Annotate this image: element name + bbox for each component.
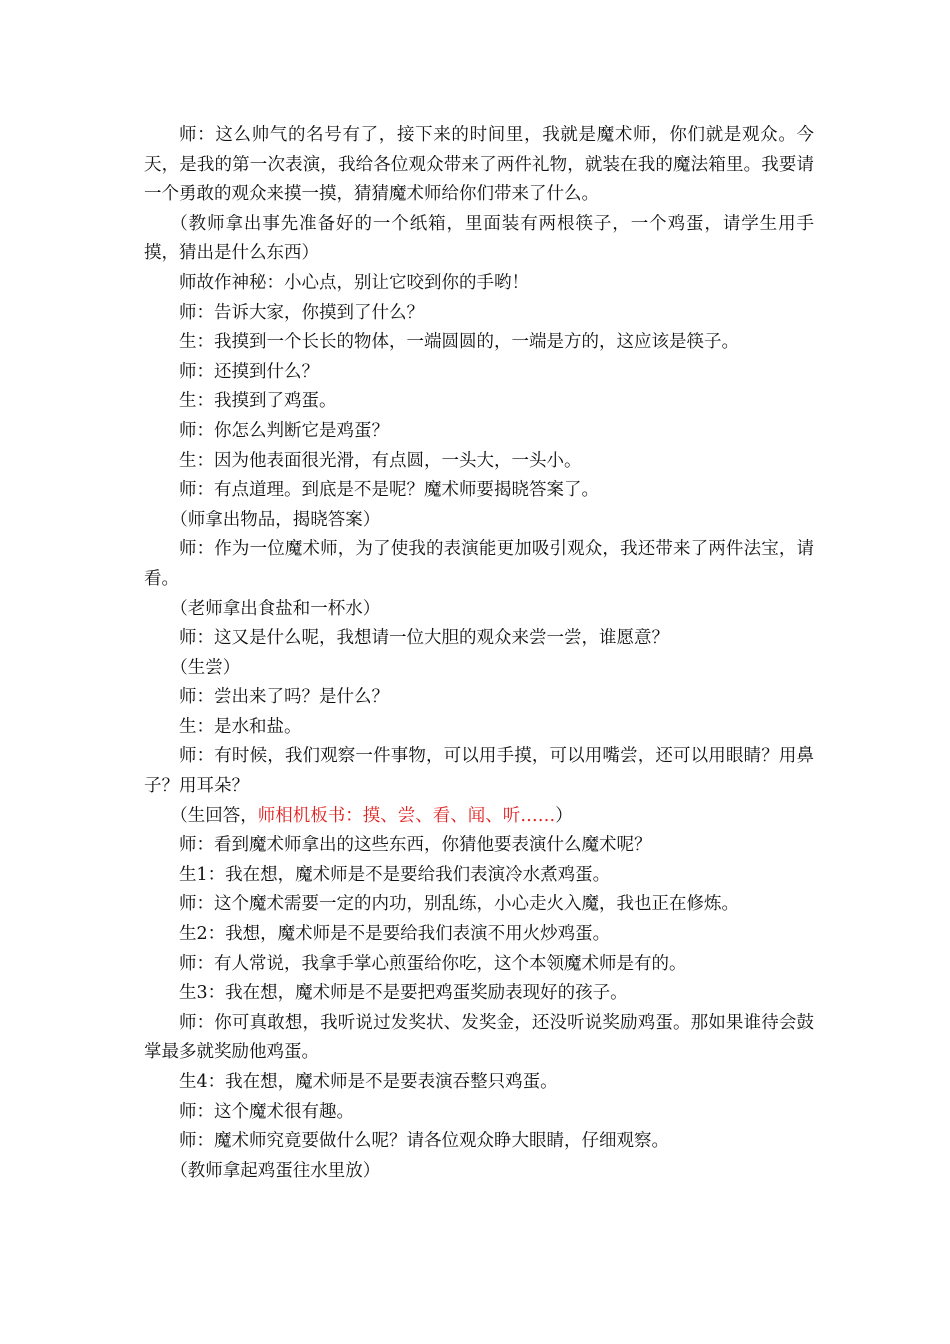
stage-direction: （师拿出物品，揭晓答案） [170,509,381,530]
paragraph: 师故作神秘：小心点，别让它咬到你的手哟！ [179,272,529,293]
paragraph: 师：有人常说，我拿手掌心煎蛋给你吃，这个本领魔术师是有的。 [179,953,687,974]
paragraph: 师：这么帅气的名号有了，接下来的时间里，我就是魔术师，你们就是观众。今天，是我的第一次表演，我给各位观众带来了两件礼物，就装在我的魔法箱里。我要请一个勇敢的观众来摸一摸，猜猜魔术师给你们带来了什么。 [144,125,814,205]
paragraph: 生3：我在想，魔术师是不是要把鸡蛋奖励表现好的孩子。 [179,983,628,1004]
stage-direction: （生尝） [170,657,241,678]
paragraph: 生：我摸到一个长长的物体，一端圆圆的，一端是方的，这应该是筷子。 [179,332,739,353]
paragraph: 师：这个魔术需要一定的内功，别乱练，小心走火入魔，我也正在修炼。 [179,894,739,915]
paragraph: 师：尝出来了吗？是什么？ [179,687,389,708]
stage-direction: （教师拿出事先准备好的一个纸箱，里面装有两根筷子，一个鸡蛋，请学生用手摸，猜出是什么东西） [144,213,814,264]
stage-direction: （老师拿出食盐和一杯水） [170,598,381,619]
paragraph: 师：你可真敢想，我听说过发奖状、发奖金，还没听说奖励鸡蛋。那如果谁待会鼓掌最多就奖励他鸡蛋。 [144,1012,814,1063]
board-writing-line [144,802,814,832]
paragraph: 生1：我在想，魔术师是不是要给我们表演冷水煮鸡蛋。 [179,864,611,885]
paragraph: 师：看到魔术师拿出的这些东西，你猜他要表演什么魔术呢？ [179,835,652,856]
board-line-suffix: ） [555,805,573,826]
board-line-prefix: （生回答， [170,805,258,826]
paragraph: 师：还摸到什么？ [179,361,319,382]
paragraph: 生：我摸到了鸡蛋。 [179,391,337,412]
paragraph: 生：是水和盐。 [179,716,302,737]
paragraph: 师：作为一位魔术师，为了使我的表演能更加吸引观众，我还带来了两件法宝，请看。 [144,539,814,589]
paragraph: 师：有点道理。到底是不是呢？魔术师要揭晓答案了。 [179,480,599,501]
paragraph: 生2：我想，魔术师是不是要给我们表演不用火炒鸡蛋。 [179,924,611,945]
paragraph: 师：告诉大家，你摸到了什么？ [179,302,424,323]
lesson-transcript [144,121,814,1186]
paragraph: 生4：我在想，魔术师是不是要表演吞整只鸡蛋。 [179,1072,558,1092]
board-writing-highlight: 师相机板书：摸、尝、看、闻、听…… [257,805,556,826]
paragraph: 师：魔术师究竟要做什么呢？请各位观众睁大眼睛，仔细观察。 [179,1131,669,1152]
paragraph: 生：因为他表面很光滑，有点圆，一头大，一头小。 [179,450,582,471]
paragraph: 师：这个魔术很有趣。 [179,1101,354,1122]
stage-direction: （教师拿起鸡蛋往水里放） [170,1160,381,1181]
paragraph: 师：有时候，我们观察一件事物，可以用手摸，可以用嘴尝，还可以用眼睛？用鼻子？用耳朵？ [144,746,814,797]
paragraph: 师：这又是什么呢，我想请一位大胆的观众来尝一尝，谁愿意？ [179,628,669,649]
paragraph: 师：你怎么判断它是鸡蛋？ [179,420,389,441]
